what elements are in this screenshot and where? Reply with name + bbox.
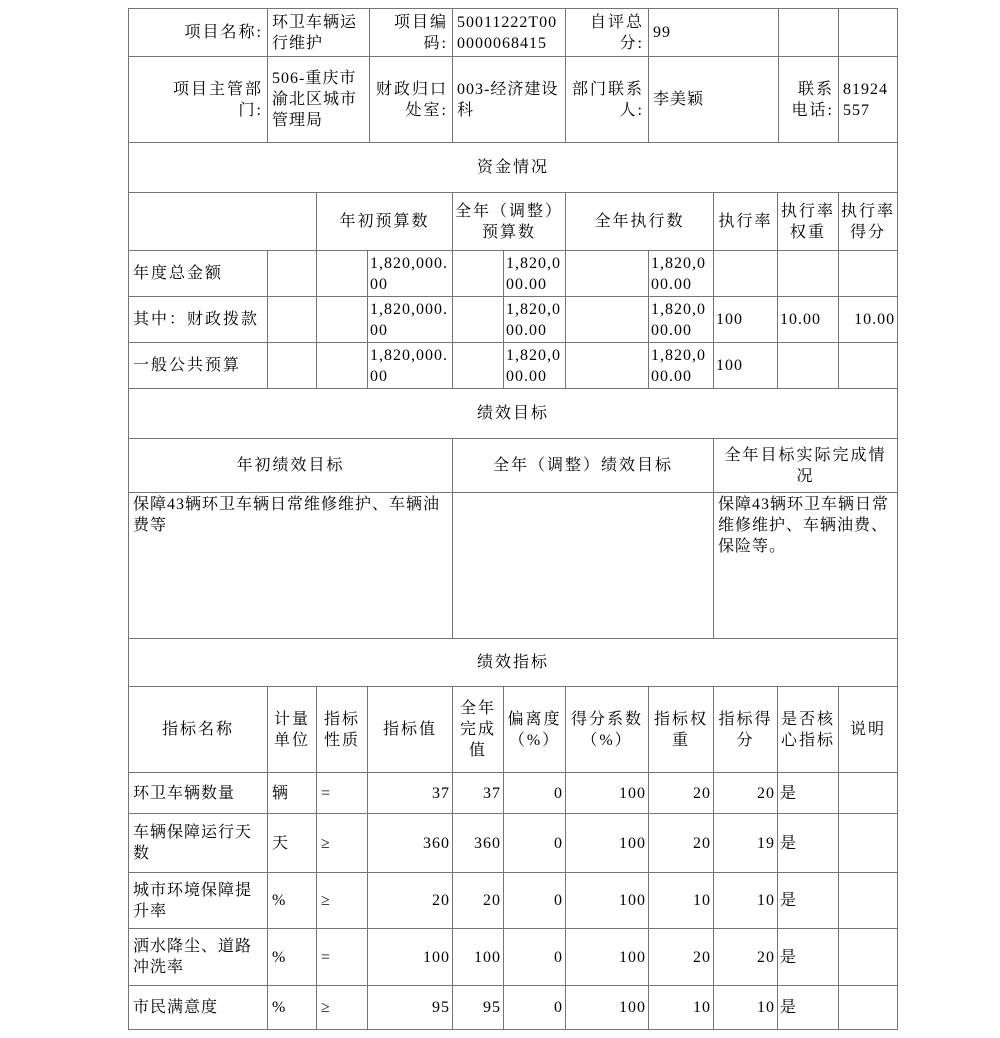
contact-value: 李美颖 [649,57,779,143]
funding-header-adjusted: 全年（调整）预算数 [453,193,566,251]
empty-cell [453,251,504,297]
indicator-target: 37 [368,773,453,814]
indicator-deviation: 0 [504,929,566,986]
funding-rate-value: 100 [714,297,778,343]
empty-cell [566,297,649,343]
indicator-note [839,986,898,1030]
indicator-completed: 95 [453,986,504,1030]
empty-cell [453,297,504,343]
indicator-weight: 20 [649,929,714,986]
indicator-unit: 辆 [268,773,317,814]
indicator-header-deviation: 偏离度（%） [504,687,566,773]
indicator-deviation: 0 [504,873,566,929]
indicator-core: 是 [778,773,839,814]
empty-cell [268,343,317,389]
indicator-completed: 20 [453,873,504,929]
indicator-coefficient: 100 [566,873,649,929]
indicator-weight: 10 [649,873,714,929]
indicator-weight: 20 [649,773,714,814]
funding-initial-value: 1,820,000.00 [368,251,453,297]
indicator-nature: = [317,929,368,986]
indicator-coefficient: 100 [566,929,649,986]
indicator-name: 环卫车辆数量 [129,773,268,814]
indicator-header-unit: 计量单位 [268,687,317,773]
indicator-core: 是 [778,986,839,1030]
empty-cell [317,343,368,389]
funding-row [129,343,898,389]
empty-cell [453,343,504,389]
funding-adjusted-value: 1,820,000.00 [504,343,566,389]
indicator-unit: % [268,986,317,1030]
indicator-deviation: 0 [504,986,566,1030]
indicator-target: 100 [368,929,453,986]
indicator-weight: 20 [649,814,714,873]
indicator-header-core: 是否核心指标 [778,687,839,773]
funding-rate-value [714,251,778,297]
indicator-coefficient: 100 [566,773,649,814]
indicator-unit: % [268,929,317,986]
funding-header-empty [129,193,317,251]
indicators-table [128,638,898,1030]
indicator-core: 是 [778,814,839,873]
performance-report-sheet [128,8,897,1030]
indicator-name: 洒水降尘、道路冲洗率 [129,929,268,986]
indicator-header-coefficient: 得分系数（%） [566,687,649,773]
indicator-nature: ≥ [317,873,368,929]
indicator-deviation: 0 [504,773,566,814]
funding-executed-value: 1,820,000.00 [649,343,714,389]
funding-header-initial: 年初预算数 [317,193,453,251]
indicator-unit: % [268,873,317,929]
indicator-header-completed: 全年完成值 [453,687,504,773]
indicator-row [129,929,898,986]
indicator-target: 20 [368,873,453,929]
phone-value: 81924557 [839,57,898,143]
project-code-value: 50011222T000000068415 [453,9,566,57]
indicator-header-nature: 指标性质 [317,687,368,773]
indicator-unit: 天 [268,814,317,873]
empty-cell [268,297,317,343]
goals-actual-text: 保障43辆环卫车辆日常维修维护、车辆油费、保险等。 [714,493,898,639]
indicator-row [129,873,898,929]
funding-header-rate-weight: 执行率权重 [778,193,839,251]
funding-score-value [839,343,898,389]
indicator-nature: = [317,773,368,814]
indicator-header-weight: 指标权重 [649,687,714,773]
indicator-row [129,814,898,873]
empty-cell [566,251,649,297]
funding-initial-value: 1,820,000.00 [368,297,453,343]
indicator-core: 是 [778,873,839,929]
funding-section-title: 资金情况 [129,143,898,193]
indicator-note [839,814,898,873]
indicator-score: 20 [714,773,778,814]
funding-weight-value [778,251,839,297]
indicator-name: 城市环境保障提升率 [129,873,268,929]
empty-cell [566,343,649,389]
contact-label: 部门联系人: [566,57,649,143]
empty-cell [317,297,368,343]
indicator-coefficient: 100 [566,814,649,873]
goals-section-title: 绩效目标 [129,389,898,439]
funding-adjusted-value: 1,820,000.00 [504,297,566,343]
indicator-completed: 360 [453,814,504,873]
project-code-label: 项目编码: [370,9,453,57]
project-name-label [129,9,268,57]
goals-header-initial: 年初绩效目标 [129,439,453,493]
indicators-section-title: 绩效指标 [129,639,898,687]
funding-weight-value: 10.00 [778,297,839,343]
goals-adjusted-text [453,493,714,639]
funding-header-rate: 执行率 [714,193,778,251]
goals-table [128,388,898,639]
indicator-note [839,929,898,986]
indicator-name: 市民满意度 [129,986,268,1030]
project-info-table [128,8,898,143]
indicator-score: 20 [714,929,778,986]
indicator-score: 10 [714,986,778,1030]
goals-header-adjusted: 全年（调整）绩效目标 [453,439,714,493]
funding-rate-value: 100 [714,343,778,389]
funding-row-label: 年度总金额 [129,251,268,297]
indicator-note [839,773,898,814]
indicator-name: 车辆保障运行天数 [129,814,268,873]
empty-cell [268,251,317,297]
funding-score-value: 10.00 [839,297,898,343]
funding-header-executed: 全年执行数 [566,193,714,251]
indicator-score: 19 [714,814,778,873]
indicator-header-score: 指标得分 [714,687,778,773]
funding-table [128,142,898,389]
funding-header-rate-score: 执行率得分 [839,193,898,251]
self-score-label: 自评总分: [566,9,649,57]
indicator-nature: ≥ [317,814,368,873]
project-name-label-text: 项目名称: [184,24,263,41]
indicator-target: 95 [368,986,453,1030]
indicator-target: 360 [368,814,453,873]
indicator-header-note: 说明 [839,687,898,773]
indicator-header-target: 指标值 [368,687,453,773]
finance-office-label: 财政归口处室: [370,57,453,143]
indicator-weight: 10 [649,986,714,1030]
dept-label-text: 项目主管部门: [172,80,263,119]
indicator-deviation: 0 [504,814,566,873]
indicator-core: 是 [778,929,839,986]
indicator-row [129,986,898,1030]
indicator-row [129,773,898,814]
indicator-note [839,873,898,929]
goals-initial-text: 保障43辆环卫车辆日常维修维护、车辆油费等 [129,493,453,639]
funding-executed-value: 1,820,000.00 [649,251,714,297]
empty-cell [317,251,368,297]
dept-value: 506-重庆市渝北区城市管理局 [268,57,370,143]
funding-score-value [839,251,898,297]
finance-office-value: 003-经济建设科 [453,57,566,143]
self-score-value: 99 [649,9,779,57]
funding-adjusted-value: 1,820,000.00 [504,251,566,297]
indicator-header-name: 指标名称 [129,687,268,773]
indicator-completed: 100 [453,929,504,986]
dept-label [129,57,268,143]
empty-cell [779,9,839,57]
phone-label: 联系电话: [779,57,839,143]
indicator-coefficient: 100 [566,986,649,1030]
indicator-completed: 37 [453,773,504,814]
funding-weight-value [778,343,839,389]
funding-row [129,297,898,343]
funding-row-label: 一般公共预算 [129,343,268,389]
funding-row [129,251,898,297]
funding-executed-value: 1,820,000.00 [649,297,714,343]
goals-header-actual: 全年目标实际完成情况 [714,439,898,493]
funding-row-label: 其中：财政拨款 [129,297,268,343]
project-name-value: 环卫车辆运行维护 [268,9,370,57]
funding-initial-value: 1,820,000.00 [368,343,453,389]
empty-cell [839,9,898,57]
indicator-score: 10 [714,873,778,929]
indicator-nature: ≥ [317,986,368,1030]
